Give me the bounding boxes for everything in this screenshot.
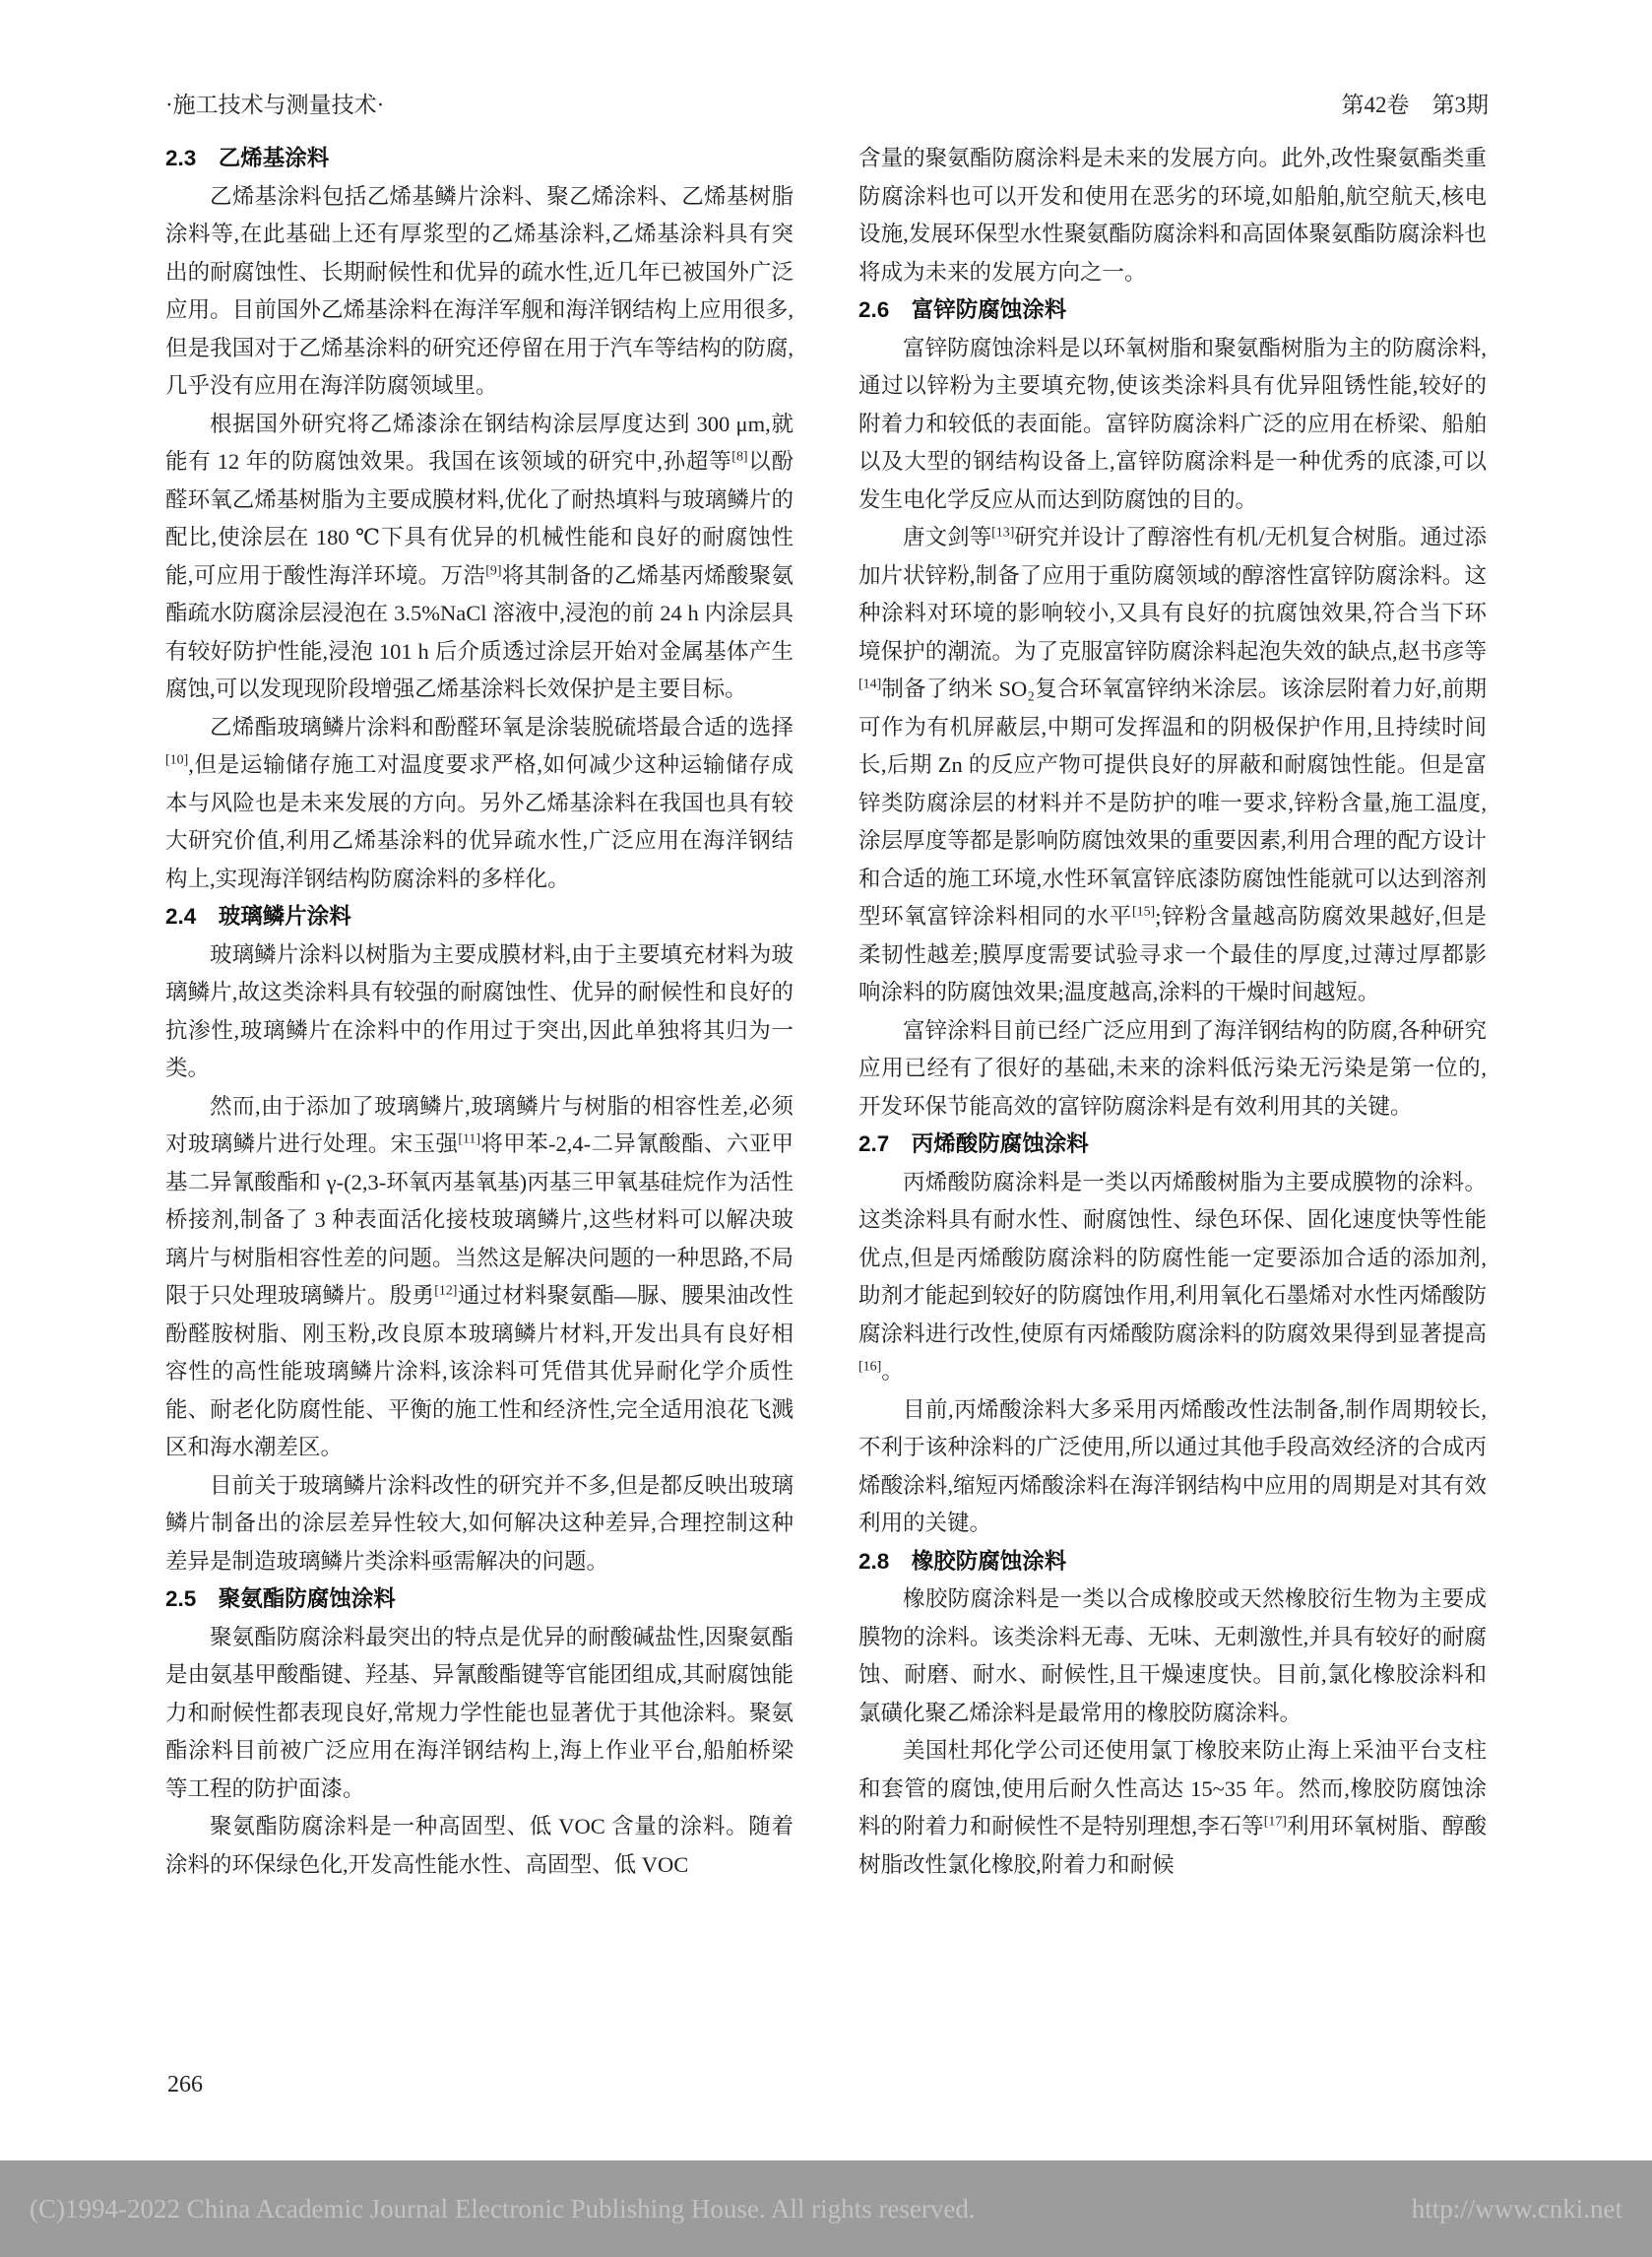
section-2-5-heading: 2.5 聚氨酯防腐蚀涂料 [165, 1586, 396, 1611]
paragraph: 乙烯基涂料包括乙烯基鳞片涂料、聚乙烯涂料、乙烯基树脂涂料等,在此基础上还有厚浆型的乙烯基涂料,乙烯基涂料具有突出的耐腐蚀性、长期耐候性和优异的疏水性,近几年已被国外广泛应用。目前国外乙烯基涂料在海洋军舰和海洋钢结构上应用很多,但是我国对于乙烯基涂料的研究还停留在用于汽车等结构的防腐,几乎没有应用在海洋防腐领域里。 [165, 183, 794, 398]
copyright-text: (C)1994-2022 China Academic Journal Electronic Publishing House. All rights reserved. [30, 2193, 976, 2224]
section-2-6 [858, 291, 1487, 1126]
section-2-8-heading: 2.8 橡胶防腐蚀涂料 [858, 1548, 1067, 1574]
section-2-3-heading: 2.3 乙烯基涂料 [165, 146, 330, 170]
paragraph: 富锌涂料目前已经广泛应用到了海洋钢结构的防腐,各种研究应用已经有了很好的基础,未来的涂料低污染无污染是第一位的,开发环保节能高效的富锌防腐涂料是有效利用其的关键。 [858, 1017, 1487, 1119]
volume-issue: 第42卷 第3期 [1341, 93, 1489, 117]
footer-bar [0, 2160, 1652, 2257]
section-2-4 [165, 898, 794, 1580]
paragraph: 美国杜邦化学公司还使用氯丁橡胶来防止海上采油平台支柱和套管的腐蚀,使用后耐久性高达 15~35 年。然而,橡胶防腐蚀涂料的附着力和耐候性不是特别理想,李石等[17]利用环氧树脂、醇酸树脂改性氯化橡胶,附着力和耐候 [858, 1738, 1487, 1877]
paragraph: 玻璃鳞片涂料以树脂为主要成膜材料,由于主要填充材料为玻璃鳞片,故这类涂料具有较强的耐腐蚀性、优异的耐候性和良好的抗渗性,玻璃鳞片在涂料中的作用过于突出,因此单独将其归为一类。 [165, 941, 794, 1080]
paragraph: 乙烯酯玻璃鳞片涂料和酚醛环氧是涂装脱硫塔最合适的选择[10],但是运输储存施工对温度要求严格,如何减少这种运输储存成本与风险也是未来发展的方向。另外乙烯基涂料在我国也具有较大研究价值,利用乙烯基涂料的优异疏水性,广泛应用在海洋钢结构上,实现海洋钢结构防腐涂料的多样化。 [165, 714, 794, 891]
section-2-3 [165, 140, 794, 898]
paragraph: 目前,丙烯酸涂料大多采用丙烯酸改性法制备,制作周期较长,不利于该种涂料的广泛使用,所以通过其他手段高效经济的合成丙烯酸涂料,缩短丙烯酸涂料在海洋钢结构中应用的周期是对其有效利用的关键。 [858, 1396, 1487, 1535]
cnki-url: http://www.cnki.net [1411, 2193, 1622, 2224]
left-column [165, 140, 794, 1884]
paragraph: 聚氨酯防腐涂料是一种高固型、低 VOC 含量的涂料。随着涂料的环保绿色化,开发高性能水性、高固型、低 VOC [165, 1814, 794, 1877]
paragraph: 然而,由于添加了玻璃鳞片,玻璃鳞片与树脂的相容性差,必须对玻璃鳞片进行处理。宋玉强[11]将甲苯-2,4-二异氰酸酯、六亚甲基二异氰酸酯和 γ-(2,3-环氧丙基氧基)丙基三甲氧基硅烷作为活性桥接剂,制备了 3 种表面活化接枝玻璃鳞片,这些材料可以解决玻璃片与树脂相容性差的问题。当然这是解决问题的一种思路,不局限于只处理玻璃鳞片。殷勇[12]通过材料聚氨酯—脲、腰果油改性酚醛胺树脂、刚玉粉,改良原本玻璃鳞片材料,开发出具有良好相容性的高性能玻璃鳞片涂料,该涂料可凭借其优异耐化学介质性能、耐老化防腐性能、平衡的施工性和经济性,完全适用浪花飞溅区和海水潮差区。 [165, 1093, 794, 1459]
paragraph: 橡胶防腐涂料是一类以合成橡胶或天然橡胶衍生物为主要成膜物的涂料。该类涂料无毒、无味、无刺激性,并具有较好的耐腐蚀、耐磨、耐水、耐候性,且干燥速度快。目前,氯化橡胶涂料和氯磺化聚乙烯涂料是最常用的橡胶防腐涂料。 [858, 1586, 1487, 1725]
article-body [165, 140, 1489, 1884]
paragraph: 目前关于玻璃鳞片涂料改性的研究并不多,但是都反映出玻璃鳞片制备出的涂层差异性较大,如何解决这种差异,合理控制这种差异是制造玻璃鳞片类涂料亟需解决的问题。 [165, 1472, 794, 1574]
page-header [165, 87, 1489, 119]
paragraph: 丙烯酸防腐涂料是一类以丙烯酸树脂为主要成膜物的涂料。这类涂料具有耐水性、耐腐蚀性、绿色环保、固化速度快等性能优点,但是丙烯酸防腐涂料的防腐性能一定要添加合适的添加剂,助剂才能起到较好的防腐蚀作用,利用氧化石墨烯对水性丙烯酸防腐涂料进行改性,使原有丙烯酸防腐涂料的防腐效果得到显著提高[16]。 [858, 1169, 1487, 1384]
continuation-paragraph: 含量的聚氨酯防腐涂料是未来的发展方向。此外,改性聚氨酯类重防腐涂料也可以开发和使用在恶劣的环境,如船舶,航空航天,核电设施,发展环保型水性聚氨酯防腐涂料和高固体聚氨酯防腐涂料也将成为未来的发展方向之一。 [858, 146, 1487, 285]
section-2-5 [165, 1580, 794, 1884]
section-2-4-heading: 2.4 玻璃鳞片涂料 [165, 904, 351, 929]
section-2-6-heading: 2.6 富锌防腐蚀涂料 [858, 297, 1067, 322]
paragraph: 富锌防腐蚀涂料是以环氧树脂和聚氨酯树脂为主的防腐涂料,通过以锌粉为主要填充物,使该类涂料具有优异阻锈性能,较好的附着力和较低的表面能。富锌防腐涂料广泛的应用在桥梁、船舶以及大型的钢结构设备上,富锌防腐涂料是一种优秀的底漆,可以发生电化学反应从而达到防腐蚀的目的。 [858, 335, 1487, 512]
section-2-7 [858, 1126, 1487, 1543]
paragraph: 聚氨酯防腐涂料最突出的特点是优异的耐酸碱盐性,因聚氨酯是由氨基甲酸酯键、羟基、异氰酸酯键等官能团组成,其耐腐蚀能力和耐候性都表现良好,常规力学性能也显著优于其他涂料。聚氨酯涂料目前被广泛应用在海洋钢结构上,海上作业平台,船舶桥梁等工程的防护面漆。 [165, 1624, 794, 1801]
section-2-8 [858, 1543, 1487, 1885]
paragraph: 根据国外研究将乙烯漆涂在钢结构涂层厚度达到 300 μm,就能有 12 年的防腐蚀效果。我国在该领域的研究中,孙超等[8]以酚醛环氧乙烯基树脂为主要成膜材料,优化了耐热填料与玻璃鳞片的配比,使涂层在 180 ℃下具有优异的机械性能和良好的耐腐蚀性能,可应用于酸性海洋环境。万浩[9]将其制备的乙烯基丙烯酸聚氨酯疏水防腐涂层浸泡在 3.5%NaCl 溶液中,浸泡的前 24 h 内涂层具有较好防护性能,浸泡 101 h 后介质透过涂层开始对金属基体产生腐蚀,可以发现现阶段增强乙烯基涂料长效保护是主要目标。 [165, 411, 794, 701]
section-2-7-heading: 2.7 丙烯酸防腐蚀涂料 [858, 1131, 1089, 1156]
page-number: 266 [167, 2072, 203, 2097]
running-head-left: ·施工技术与测量技术· [165, 93, 385, 117]
paragraph: 唐文剑等[13]研究并设计了醇溶性有机/无机复合树脂。通过添加片状锌粉,制备了应用于重防腐领域的醇溶性富锌防腐涂料。这种涂料对环境的影响较小,又具有良好的抗腐蚀效果,符合当下环境保护的潮流。为了克服富锌防腐涂料起泡失效的缺点,赵书彦等[14]制备了纳米 SO₂复合环氧富锌纳米涂层。该涂层附着力好,前期可作为有机屏蔽层,中期可发挥温和的阴极保护作用,且持续时间长,后期 Zn 的反应产物可提供良好的屏蔽和耐腐蚀性能。但是富锌类防腐涂层的材料并不是防护的唯一要求,锌粉含量,施工温度,涂层厚度等都是影响防腐蚀效果的重要因素,利用合理的配方设计和合适的施工环境,水性环氧富锌底漆防腐蚀性能就可以达到溶剂型环氧富锌涂料相同的水平[15];锌粉含量越高防腐效果越好,但是柔韧性越差;膜厚度需要试验寻求一个最佳的厚度,过薄过厚都影响涂料的防腐蚀效果;温度越高,涂料的干燥时间越短。 [858, 525, 1487, 1004]
right-column [858, 140, 1487, 1884]
